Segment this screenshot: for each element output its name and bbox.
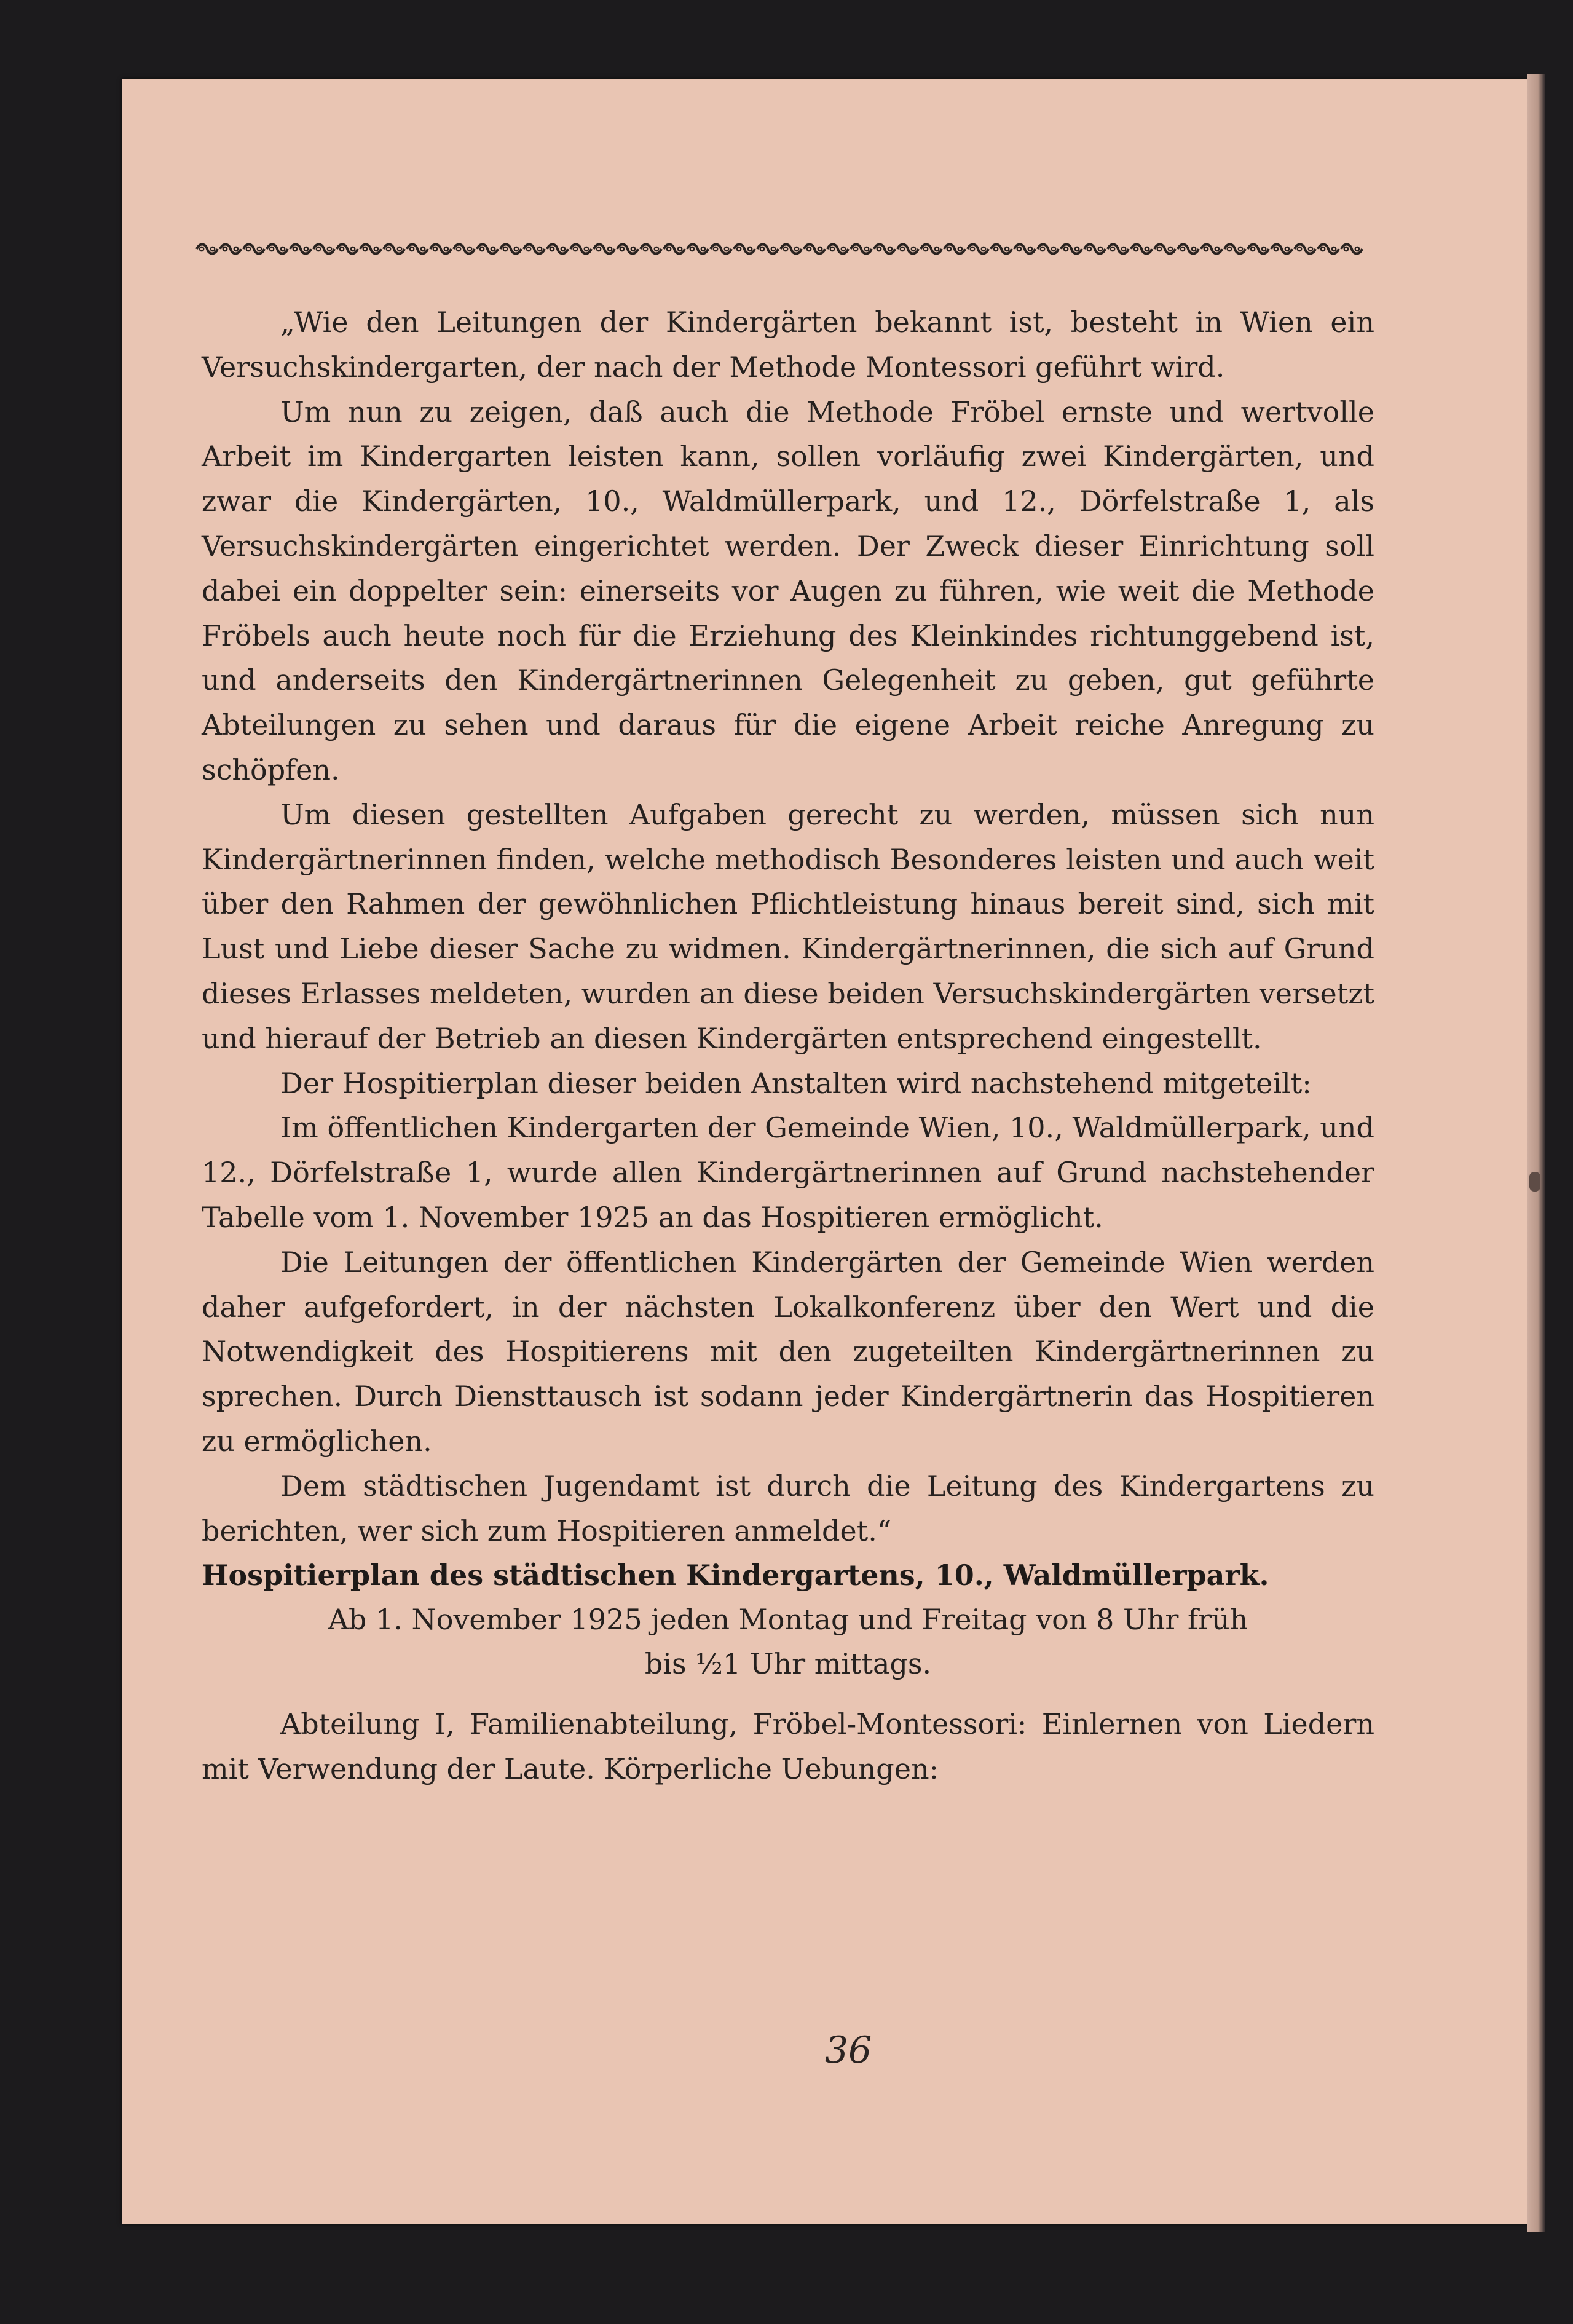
ornamental-rule	[195, 241, 1363, 257]
page-edge	[1527, 74, 1545, 2232]
edge-mark	[1529, 1172, 1540, 1192]
paragraph-3: Um diesen gestellten Aufgaben gerecht zu werden, müssen sich nun Kindergärtnerinnen finden, welche methodisch Besonderes leisten und auch weit über den Rahmen der gewöhnlichen Pflichtleistung hinaus bereit sind, sich mit Lust und Liebe dieser Sache zu widmen. Kindergärtnerinnen, die sich auf Grund dieses Erlasses meldeten, wurden an diese beiden Versuchskindergärten versetzt und hierauf der Betrieb an diesen Kindergärten entsprechend eingestellt.	[202, 797, 1374, 1055]
page-number: 36	[824, 2029, 872, 2072]
paragraph-7: Dem städtischen Jugendamt ist durch die Leitung des Kindergartens zu berichten, wer sich zum Hospitieren anmeldet.“	[202, 1469, 1374, 1547]
schedule-line-1: Ab 1. November 1925 jeden Montag und Freitag von 8 Uhr früh	[328, 1603, 1248, 1637]
paragraph-1: „Wie den Leitungen der Kindergärten bekannt ist, besteht in Wien ein Versuchskindergarten, der nach der Methode Montessori geführt wird.	[202, 306, 1374, 384]
paragraph-4: Der Hospitierplan dieser beiden Anstalten wird nachstehend mitgeteilt:	[280, 1066, 1312, 1100]
paragraph-5: Im öffentlichen Kindergarten der Gemeinde Wien, 10., Waldmüllerpark, und 12., Dörfelstraße 1, wurde allen Kindergärtnerinnen auf Grund nachstehender Tabelle vom 1. November 1925 an das Hospitieren ermöglicht.	[202, 1111, 1374, 1234]
main-text	[202, 300, 1374, 1792]
paragraph-6: Die Leitungen der öffentlichen Kindergärten der Gemeinde Wien werden daher aufgefordert, in der nächsten Lokalkonferenz über den Wert und die Notwendigkeit des Hospitierens mit den zugeteilten Kindergärtnerinnen zu sprechen. Durch Diensttausch ist sodann jeder Kindergärtnerin das Hospitieren zu ermöglichen.	[202, 1245, 1374, 1458]
schedule-line-2: bis ½1 Uhr mittags.	[644, 1647, 932, 1681]
section-heading: Hospitierplan des städtischen Kindergartens, 10., Waldmüllerpark.	[202, 1559, 1269, 1592]
department-paragraph: Abteilung I, Familienabteilung, Fröbel-Montessori: Einlernen von Liedern mit Verwendung der Laute. Körperliche Uebungen:	[202, 1707, 1374, 1786]
paragraph-2: Um nun zu zeigen, daß auch die Methode Fröbel ernste und wertvolle Arbeit im Kindergarten leisten kann, sollen vorläufig zwei Kindergärten, und zwar die Kindergärten, 10., Waldmüllerpark, und 12., Dörfelstraße 1, als Versuchskindergärten eingerichtet werden. Der Zweck dieser Einrichtung soll dabei ein doppelter sein: einerseits vor Augen zu führen, wie weit die Methode Fröbels auch heute noch für die Erziehung des Kleinkindes richtunggebend ist, und anderseits den Kindergärtnerinnen Gelegenheit zu geben, gut geführte Abteilungen zu sehen und daraus für die eigene Arbeit reiche Anregung zu schöpfen.	[202, 395, 1374, 786]
